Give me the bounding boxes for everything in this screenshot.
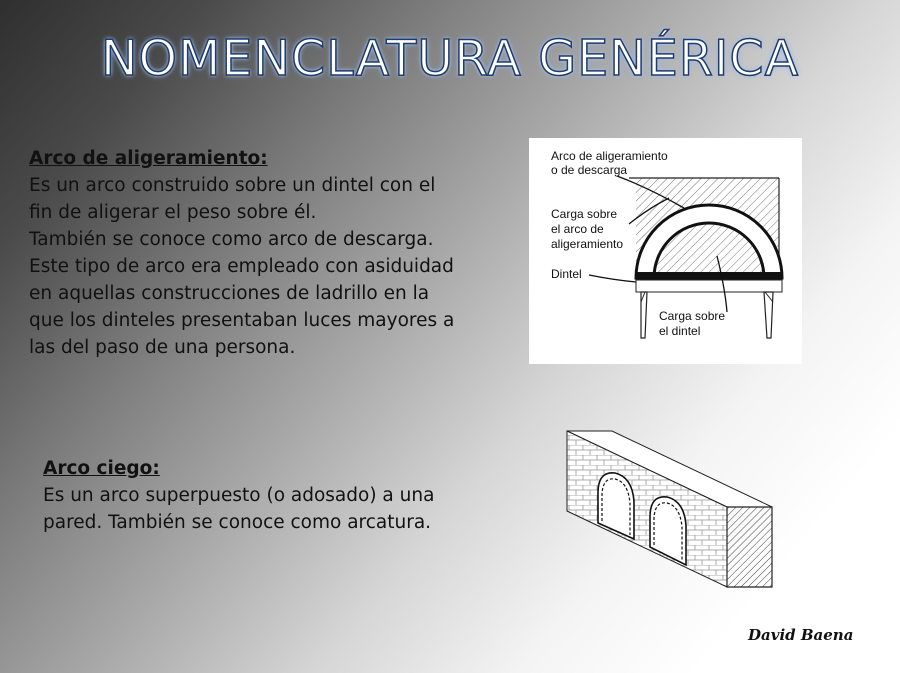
section-heading: Arco de aligeramiento:	[29, 148, 268, 169]
diagram-arco-ciego	[552, 415, 788, 597]
lintel	[636, 272, 782, 280]
diagram-arco-ciego-svg	[552, 415, 788, 597]
leader-dintel	[589, 275, 636, 282]
label-arco-2: o de descarga	[551, 163, 628, 177]
diagram-arco-aligeramiento	[529, 138, 802, 364]
blind-arch-1	[598, 473, 634, 539]
column-right	[764, 292, 773, 338]
signature: David Baena	[748, 626, 854, 644]
section-body: Es un arco superpuesto (o adosado) a una pared. También se conoce como arcatura.	[43, 485, 435, 533]
label-dintel: Dintel	[551, 267, 582, 281]
blind-arch-2	[650, 497, 686, 565]
diagram-arco-aligeramiento-svg	[529, 138, 802, 364]
section-body: Es un arco construido sobre un dintel con el fin de aligerar el peso sobre él. También se conoce como arco de descarga. Este tipo de arco era empleado con asiduidad en aquellas construcciones de ladrillo en la que los dinteles presentaban luces mayores a las del paso de una persona.	[29, 175, 455, 358]
label-carga-arco-2: el arco de	[551, 222, 604, 236]
section-heading: Arco ciego:	[43, 458, 160, 479]
slide-title: NOMENCLATURA GENÉRICA	[100, 30, 800, 87]
label-carga-dintel-2: el dintel	[659, 324, 701, 338]
label-carga-arco-3: aligeramiento	[551, 237, 624, 251]
wall-end	[727, 507, 772, 587]
section-arco-ciego	[43, 455, 463, 536]
section-arco-aligeramiento	[29, 145, 469, 361]
label-arco: Arco de aligeramiento	[551, 149, 668, 163]
label-carga-arco: Carga sobre	[551, 207, 618, 221]
label-carga-dintel: Carga sobre	[659, 309, 726, 323]
